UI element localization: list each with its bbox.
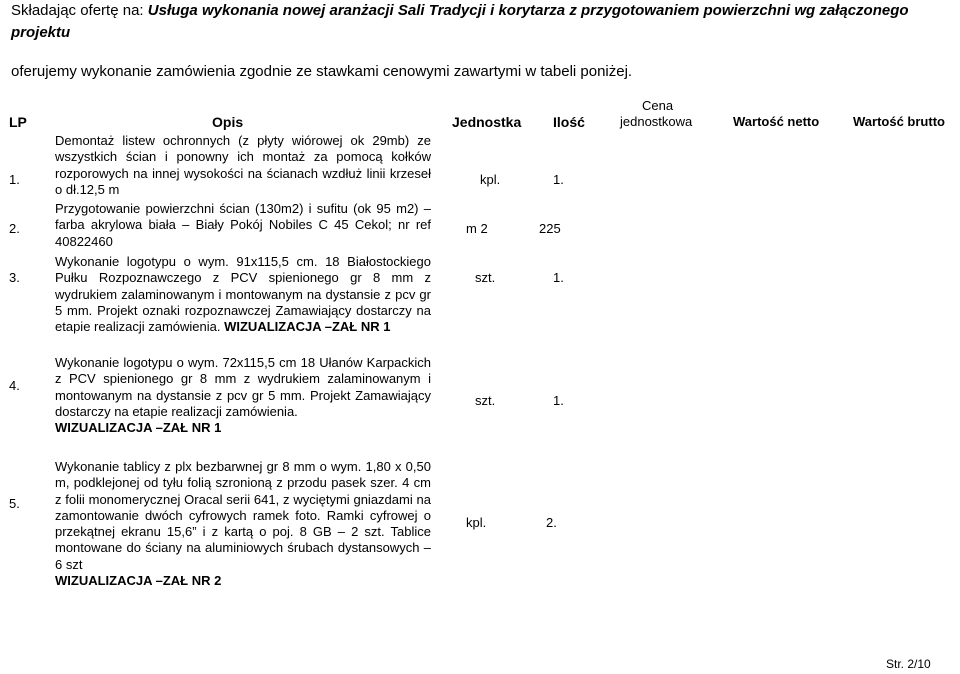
row3-lp: 3. — [9, 270, 20, 285]
row4-unit: szt. — [475, 393, 496, 408]
page-number: Str. 2/10 — [886, 657, 931, 671]
header-brutto: Wartość brutto — [853, 114, 945, 129]
service-title: Usługa wykonania nowej aranżacji Sali Tradycji i korytarza z przygotowaniem powierzchni wg załączonego projektu — [11, 2, 909, 41]
offer-statement: oferujemy wykonanie zamówienia zgodnie ze stawkami cenowymi zawartymi w tabeli poniżej. — [11, 63, 633, 80]
header-cena-line1: Cena — [642, 98, 674, 113]
row1-lp: 1. — [9, 172, 20, 187]
row5-visualization-ref: WIZUALIZACJA –ZAŁ NR 2 — [55, 573, 222, 589]
row2-description — [55, 201, 431, 250]
header-ilosc: Ilość — [553, 114, 585, 130]
header-lp: LP — [9, 114, 27, 130]
row4-desc-text: Wykonanie logotypu o wym. 72x115,5 cm 18 Ułanów Karpackich z PCV spienionego gr 8 mm z wydrukiem zalaminowanym i montowanym na dystansie z pcv gr 5 mm. Projekt Zamawiający dostarczy na etapie realizacji zamówienia. — [55, 355, 431, 419]
row1-desc-text: Demontaż listew ochronnych (z płyty wiórowej ok 29mb) ze wszystkich ścian i ponowny ich montaż za pomocą kołków rozporowych na innej wysokości na ścianach wzdłuż linii krzeseł o dł.12,5 m — [55, 133, 431, 197]
header-netto: Wartość netto — [733, 114, 820, 129]
row3-description — [55, 254, 431, 335]
row3-qty: 1. — [553, 270, 564, 285]
row2-lp: 2. — [9, 221, 20, 236]
row2-unit: m 2 — [466, 221, 488, 236]
row5-qty: 2. — [546, 515, 557, 530]
row3-unit: szt. — [475, 270, 496, 285]
intro-prefix: Składając ofertę na: — [11, 2, 148, 19]
row5-desc-text: Wykonanie tablicy z plx bezbarwnej gr 8 mm o wym. 1,80 x 0,50 m, podklejonej od tyłu folią szronioną z przodu pasek szer. 4 cm z folii monomerycznej Oracal serii 641, z wyciętymi gniazdami na zamontowanie dwóch cyfrowych ramek foto. Ramki cyfrowej o przekątnej ekranu 15,6” i z kartą o poj. 8 GB – 2 szt. Tablice montowane do ściany na aluminiowych śrubach dystansowych – 6 szt — [55, 459, 431, 572]
row5-unit: kpl. — [466, 515, 487, 530]
offer-intro — [11, 0, 941, 44]
row5-description — [55, 459, 431, 589]
header-cena-line2: jednostkowa — [620, 114, 693, 129]
row4-qty: 1. — [553, 393, 564, 408]
row4-visualization-ref: WIZUALIZACJA –ZAŁ NR 1 — [55, 420, 222, 436]
header-jednostka: Jednostka — [452, 114, 522, 130]
row1-unit: kpl. — [480, 172, 501, 187]
row3-visualization-ref: WIZUALIZACJA –ZAŁ NR 1 — [224, 319, 391, 335]
row5-lp: 5. — [9, 496, 20, 511]
row3-desc-text: Wykonanie logotypu o wym. 91x115,5 cm. 18 Białostockiego Pułku Rozpoznawczego z PCV spienionego gr 8 mm z wydrukiem zalaminowanym i montowanym na dystansie z pcv gr 5 mm. Projekt oznaki rozpoznawczej Zamawiający dostarczy na etapie realizacji zamówienia. — [55, 254, 431, 335]
row2-desc-text: Przygotowanie powierzchni ścian (130m2) i sufitu (ok 95 m2) – farba akrylowa biała – Biały Pokój Nobiles C 45 Cekol; nr ref 40822460 — [55, 201, 431, 249]
row1-qty: 1. — [553, 172, 564, 187]
row4-lp: 4. — [9, 378, 20, 393]
row2-qty: 225 — [539, 221, 561, 236]
row4-description — [55, 355, 431, 436]
header-opis: Opis — [212, 114, 244, 130]
row1-description — [55, 133, 431, 198]
